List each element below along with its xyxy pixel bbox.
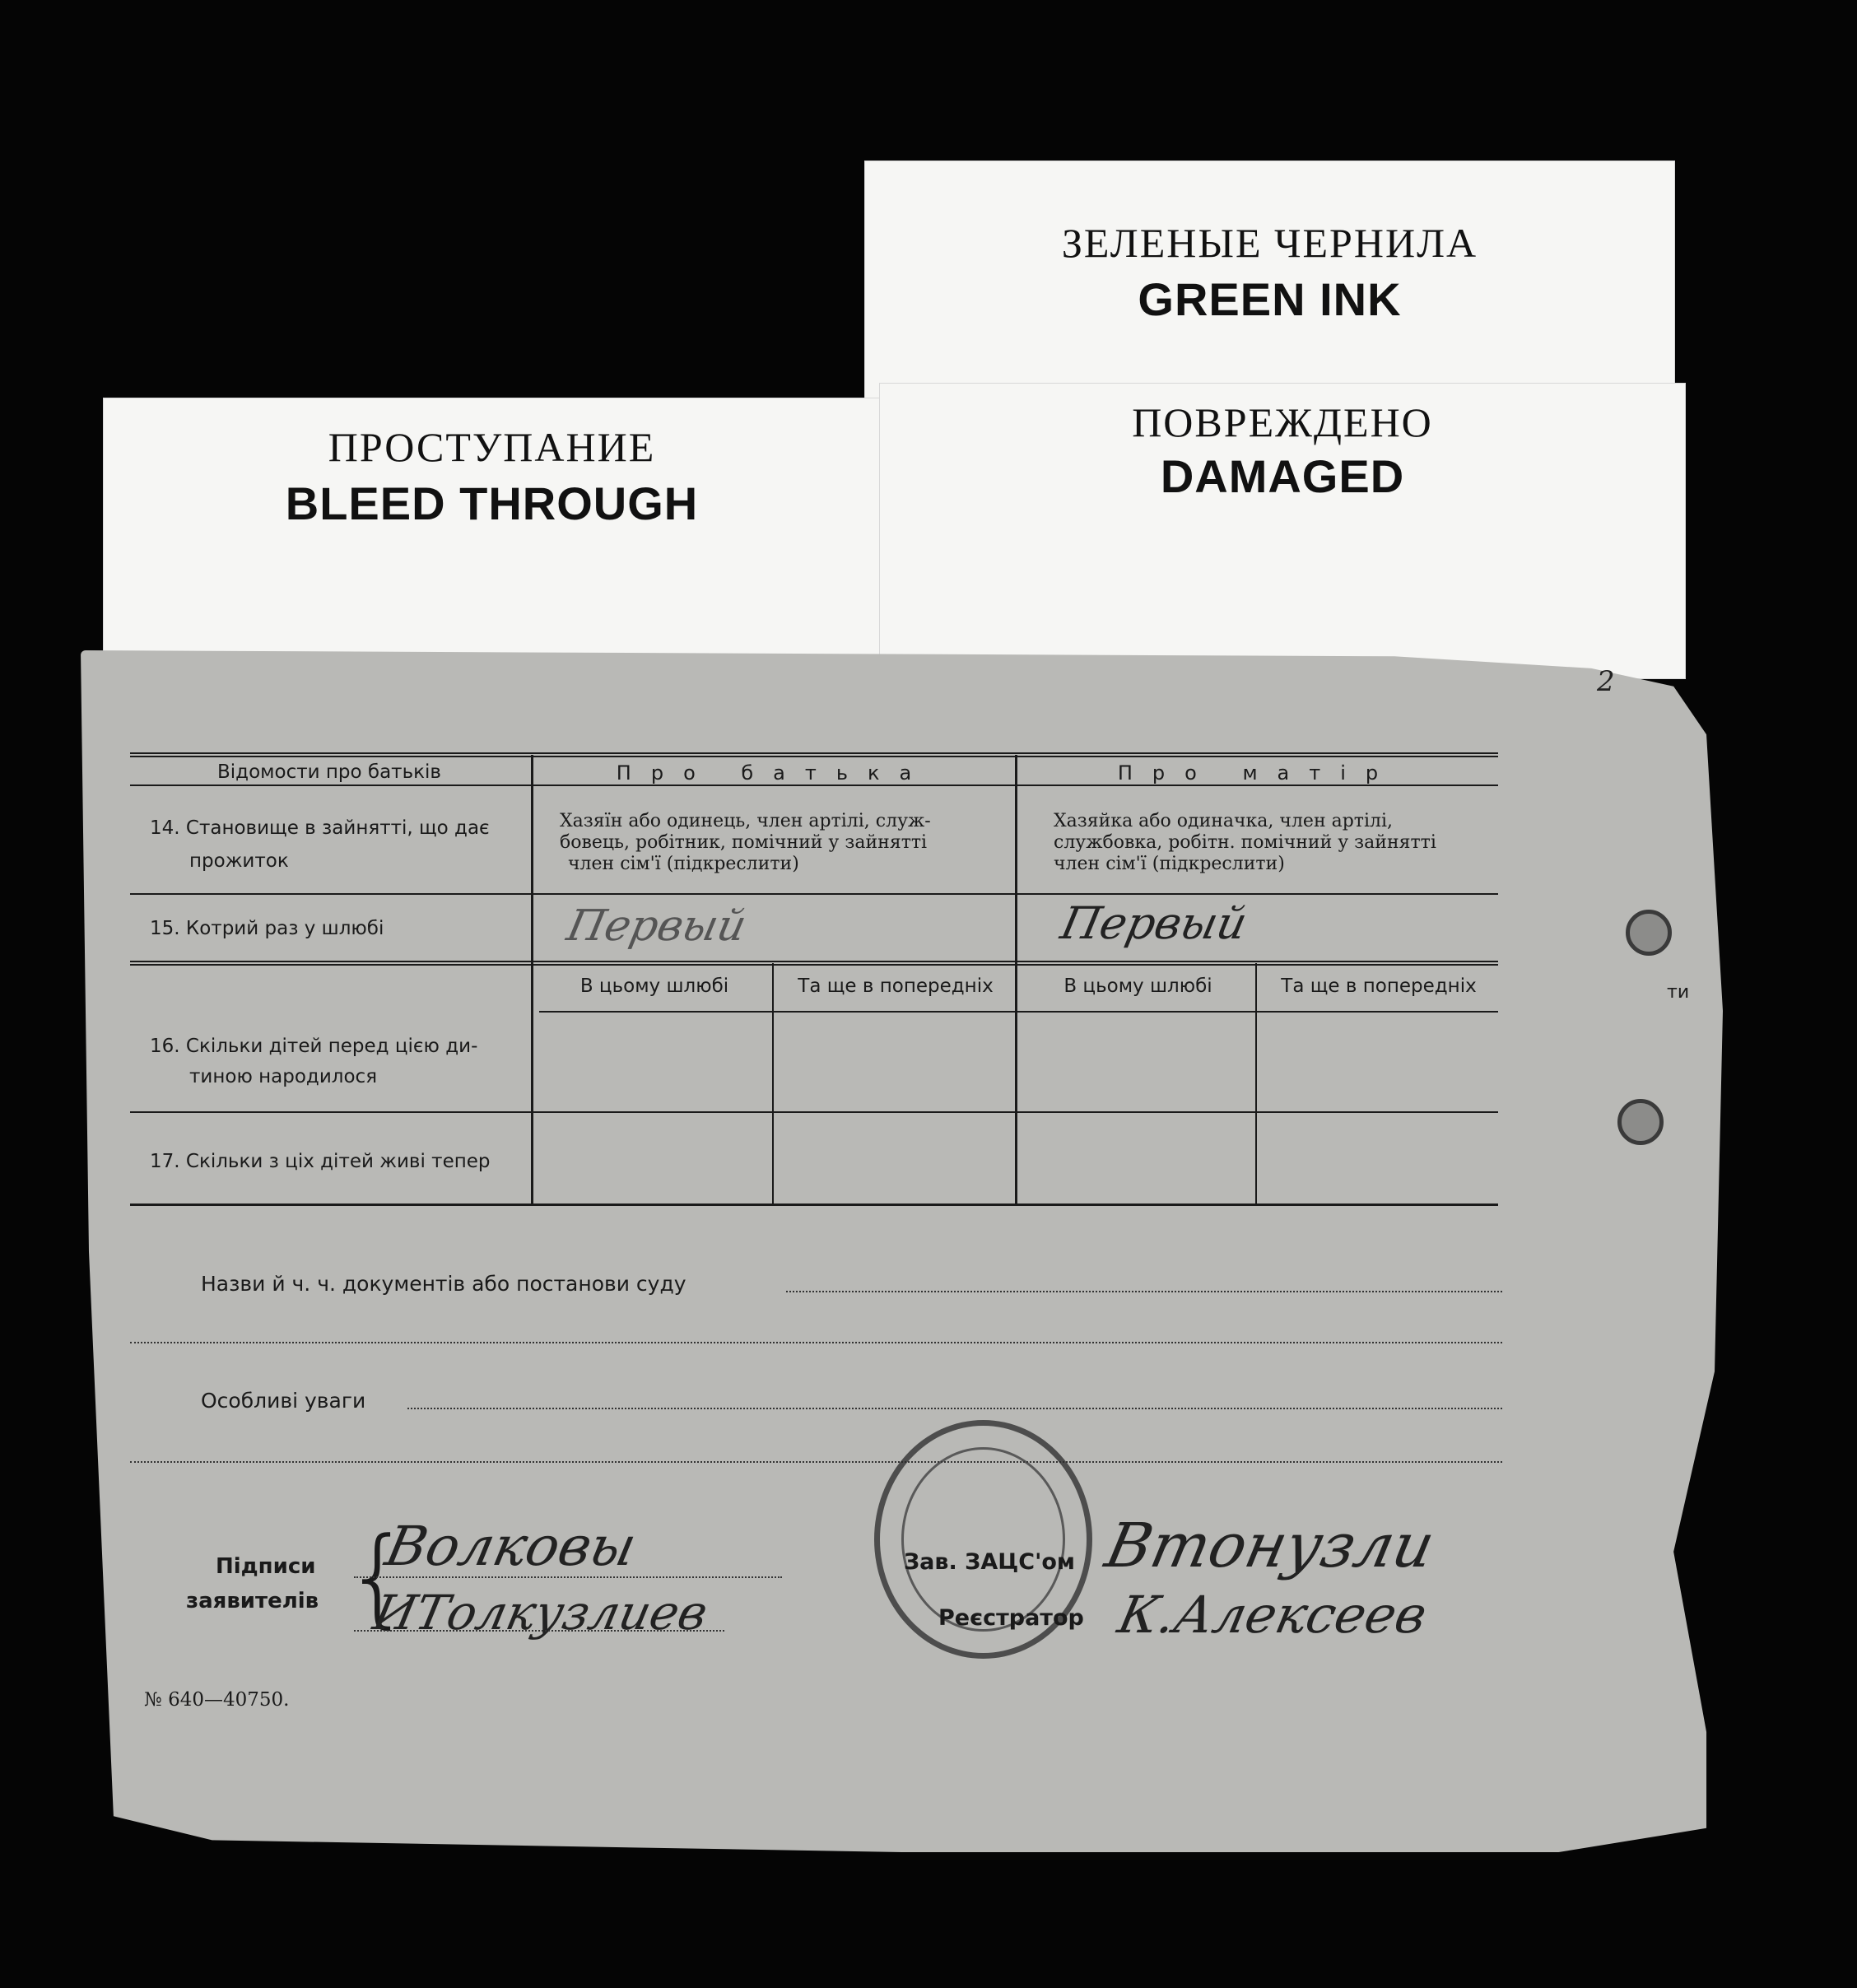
row16-rule [130, 1111, 1498, 1113]
documents-line-2 [130, 1342, 1502, 1343]
col-divider-2 [1015, 755, 1017, 1204]
damaged-en: DAMAGED [1160, 450, 1405, 502]
row14-mother-line1: Хазяйка або одиначка, член артілі, [1054, 811, 1394, 831]
row16-label-line2: тиною народилося [189, 1066, 378, 1087]
header-rule [130, 784, 1498, 786]
subcol-divider-mother [1255, 963, 1257, 1204]
row14-mother-line2: службовка, робітн. помічний у зайнятті [1054, 832, 1436, 853]
notes-line-2 [130, 1461, 1502, 1463]
row14-father-line2: бовець, робітник, помічний у зайнятті [560, 832, 928, 853]
bleed-through-card [103, 398, 881, 694]
documents-label: Назви й ч. ч. документів або постанови суду [201, 1272, 686, 1296]
applicant-line-2 [354, 1630, 724, 1632]
signatures-label-line1: Підписи [216, 1554, 316, 1579]
row14-father-line1: Хазяїн або одинець, член артілі, служ- [560, 811, 931, 831]
row15-label: 15. Котрий раз у шлюбі [150, 918, 384, 939]
green-ink-en: GREEN INK [1138, 273, 1402, 325]
registrar-label: Реєстратор [938, 1605, 1084, 1631]
form-number: № 640—40750. [144, 1689, 290, 1711]
punch-hole-2 [1617, 1099, 1664, 1145]
row14-mother-line3: член сім'ї (підкреслити) [1054, 854, 1285, 874]
table-bottom-rule [130, 1204, 1498, 1206]
header-mother: Про матір [1117, 761, 1399, 784]
subheader-father-prev: Та ще в попередніх [798, 975, 994, 997]
registrar-signature: К.Алексеев [1113, 1585, 1432, 1645]
signatures-label-line2: заявителів [186, 1589, 319, 1613]
punch-hole-1 [1626, 910, 1672, 956]
damaged-ru: ПОВРЕЖДЕНО [1132, 399, 1433, 445]
damaged-card [879, 383, 1686, 679]
notes-line-1 [407, 1408, 1502, 1409]
subheader-mother-prev: Та ще в попередніх [1281, 975, 1477, 997]
notes-label: Особливі уваги [201, 1389, 366, 1413]
margin-text: ти [1667, 982, 1690, 1003]
subcol-divider-father [772, 963, 774, 1204]
subheader-father-this: В цьому шлюбі [579, 975, 729, 997]
row14-father-line3: член сім'ї (підкреслити) [568, 854, 799, 874]
applicant-line-1 [354, 1576, 782, 1578]
table-top-rule [130, 752, 1498, 757]
bleed-through-ru: ПРОСТУПАНИЕ [328, 424, 656, 470]
head-label: Зав. ЗАЦС'ом [904, 1549, 1075, 1575]
row16-label-line1: 16. Скільки дітей перед цією ди- [150, 1036, 478, 1057]
subheader-mother-this: В цьому шлюбі [1063, 975, 1212, 997]
row14-label-line1: 14. Становище в зайнятті, що дає [150, 817, 490, 839]
row14-rule [130, 893, 1498, 895]
row14-label-line2: прожиток [189, 850, 289, 872]
signatures-brace: { [344, 1514, 412, 1639]
row15-rule [130, 961, 1498, 966]
row17-label: 17. Скільки з ціх дітей живі тепер [150, 1151, 491, 1172]
subheader-rule [539, 1011, 1498, 1013]
row15-father-value: Первый [562, 901, 751, 951]
applicant-signature-2: ИТолкузлиев [368, 1585, 713, 1641]
green-ink-ru: ЗЕЛЕНЫЕ ЧЕРНИЛА [1061, 220, 1478, 266]
col-divider-1 [531, 755, 533, 1204]
green-ink-card [864, 161, 1675, 407]
head-signature: Втонузли [1099, 1511, 1441, 1581]
header-father: Про батька [616, 761, 932, 784]
header-col1: Відомости про батьків [217, 761, 441, 783]
applicant-signature-1: Волковы [379, 1515, 642, 1578]
row15-mother-value: Первый [1056, 897, 1252, 949]
documents-line-1 [786, 1291, 1502, 1292]
corner-mark: 2 [1597, 665, 1615, 698]
bleed-through-en: BLEED THROUGH [285, 477, 699, 529]
